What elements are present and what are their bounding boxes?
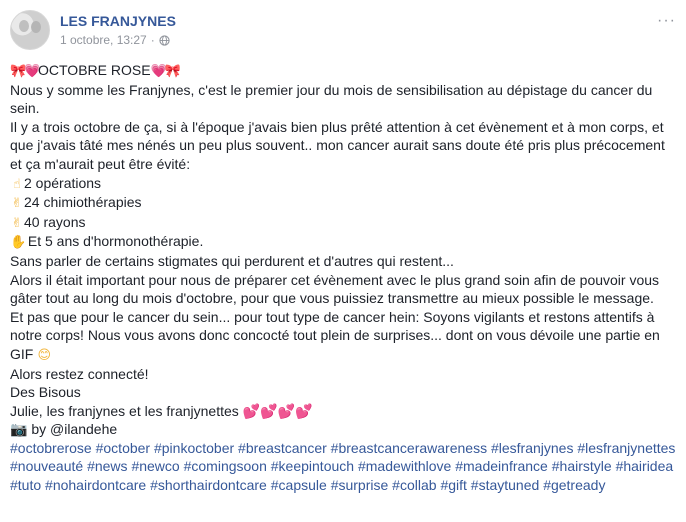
- hashtag-link[interactable]: #tuto: [10, 477, 42, 494]
- list-item: ☝ 2 opérations: [10, 174, 678, 194]
- post-subline: [60, 32, 176, 48]
- smile-icon: 😊: [37, 346, 52, 362]
- ribbon-icon: 🎀: [164, 63, 181, 78]
- hashtag-link[interactable]: #hairidea: [615, 458, 674, 475]
- hashtag-link[interactable]: #shorthairdontcare: [150, 477, 267, 494]
- post-header: [10, 10, 176, 50]
- paragraph: Sans parler de certains stigmates qui perdurent et d'autres qui restent...: [10, 252, 454, 269]
- hashtag-link[interactable]: #staytuned: [470, 477, 540, 494]
- paragraph: Nous y somme les Franjynes, c'est le premier jour du mois de sensibilisation au dépistage du cancer du sein.: [10, 81, 653, 117]
- title-line: [10, 61, 678, 81]
- hashtag-link[interactable]: #madeinfrance: [455, 458, 548, 475]
- signature-line: Julie, les franjynes et les franjynettes 💕💕💕💕: [10, 402, 313, 419]
- hashtag-link[interactable]: #madewithlove: [357, 458, 452, 475]
- paragraph: Alors il était important pour nous de préparer cet évènement avec le plus grand soin afin de pouvoir vous gâter tout au long du mois d'octobre, pour que vous puissiez transmettre au mieux possible le message.: [10, 271, 660, 307]
- paragraph: Il y a trois octobre de ça, si à l'époque j'avais bien plus prêté attention à cet évènement et à mon corps, et que j'avais tâté mes nénés un peu plus souvent.. mon cancer aurait sans doute été pris plus précocement et ça m'aurait peut être évité:: [10, 118, 665, 172]
- hashtags: [10, 439, 678, 495]
- post-body: [10, 61, 678, 495]
- hashtag-link[interactable]: #collab: [392, 477, 437, 494]
- post-meta: [60, 12, 176, 48]
- hashtag-link[interactable]: #nouveauté: [10, 458, 84, 475]
- hashtag-link[interactable]: #getready: [543, 477, 606, 494]
- paragraph: Alors restez connecté!: [10, 365, 149, 382]
- hashtag-link[interactable]: #news: [87, 458, 128, 475]
- hearts-icon: 💕💕💕💕: [242, 402, 313, 419]
- hand-one-icon: ☝: [13, 175, 21, 191]
- hashtag-link[interactable]: #october: [95, 439, 151, 456]
- hashtag-link[interactable]: #gift: [440, 477, 467, 494]
- hashtag-link[interactable]: #nohairdontcare: [45, 477, 147, 494]
- hashtag-link[interactable]: #lesfranjynettes: [577, 439, 676, 456]
- paragraph: Et pas que pour le cancer du sein... pour tout type de cancer hein: Soyons vigilants et restons attentifs à notre corps! Nous vous avons donc concocté tout plein de surprises... dont on vous dévoile une partie en GIF 😊: [10, 308, 678, 365]
- ribbon-icon: 🎀: [10, 63, 27, 78]
- hashtag-link[interactable]: #surprise: [330, 477, 389, 494]
- hashtag-link[interactable]: #pinkoctober: [153, 439, 235, 456]
- hand-horns-icon: ✌: [11, 214, 23, 230]
- list-item: ✌ 24 chimiothérapies: [10, 193, 678, 213]
- avatar[interactable]: [10, 10, 50, 50]
- camera-icon: 📷: [10, 421, 28, 438]
- hashtag-link[interactable]: #breastcancer: [238, 439, 327, 456]
- photo-credit-line: 📷 by @ilandehe: [10, 421, 118, 438]
- page-name-link[interactable]: LES FRANJYNES: [60, 13, 176, 29]
- title-text: OCTOBRE ROSE: [38, 62, 151, 78]
- meta-separator: ·: [150, 33, 155, 47]
- timestamp-link[interactable]: 1 octobre, 13:27: [60, 33, 147, 47]
- heart-icon: 💗: [150, 63, 167, 78]
- list-item: ✋ Et 5 ans d'hormonothérapie.: [10, 232, 678, 252]
- more-options-icon[interactable]: ···: [657, 12, 676, 29]
- hashtag-link[interactable]: #capsule: [270, 477, 327, 494]
- hashtag-link[interactable]: #keepintouch: [270, 458, 355, 475]
- paragraph: Des Bisous: [10, 384, 81, 401]
- hashtag-link[interactable]: #comingsoon: [183, 458, 267, 475]
- heart-icon: 💗: [24, 63, 41, 78]
- globe-icon[interactable]: [159, 35, 170, 46]
- hashtag-link[interactable]: #breastcancerawareness: [330, 439, 488, 456]
- hashtag-link[interactable]: #octobrerose: [10, 439, 92, 456]
- list-item: ✌ 40 rayons: [10, 213, 678, 233]
- hand-two-icon: ✌: [11, 195, 23, 211]
- hashtag-link[interactable]: #lesfranjynes: [490, 439, 574, 456]
- hand-five-icon: ✋: [10, 234, 27, 250]
- hashtag-link[interactable]: #newco: [131, 458, 180, 475]
- hashtag-link[interactable]: #hairstyle: [551, 458, 612, 475]
